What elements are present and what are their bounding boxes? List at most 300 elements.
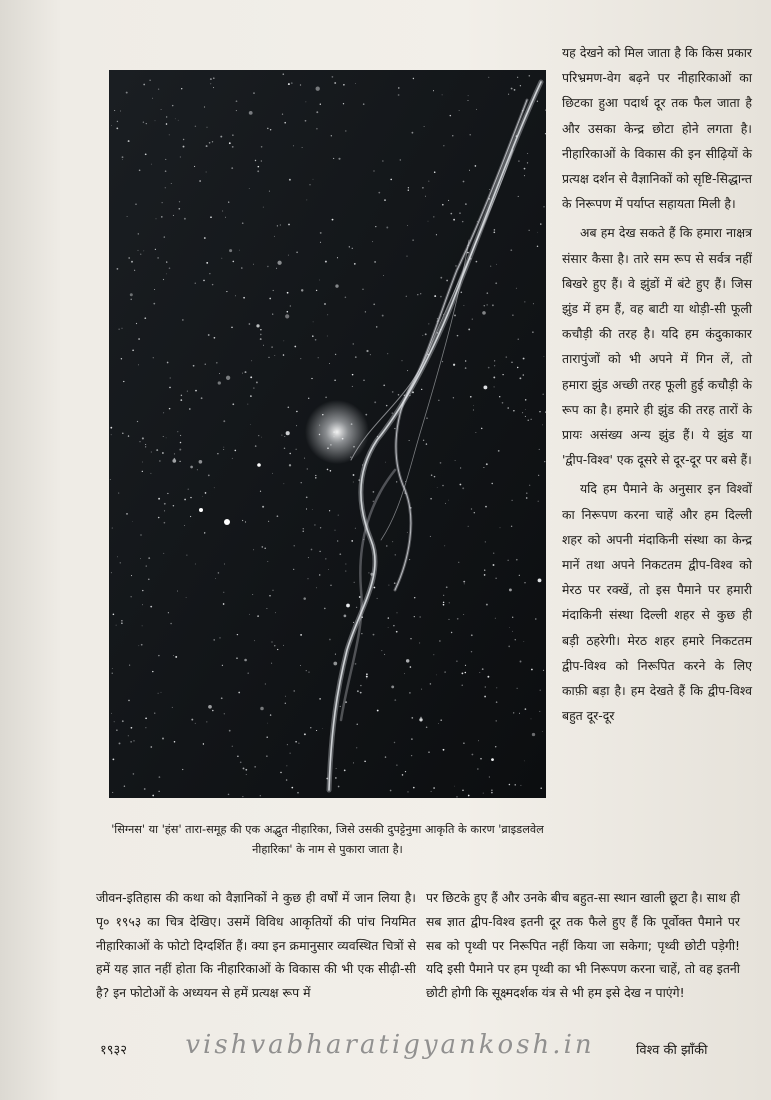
star (538, 501, 539, 502)
star (484, 696, 486, 698)
star (258, 166, 260, 168)
star (385, 756, 386, 757)
star (343, 84, 345, 86)
star (195, 126, 196, 127)
star (312, 509, 313, 510)
star (179, 449, 181, 451)
star (111, 572, 112, 573)
star (284, 122, 286, 124)
star (349, 246, 350, 247)
star (226, 376, 230, 380)
star (517, 367, 518, 368)
star (448, 200, 449, 201)
star (260, 707, 264, 711)
star (459, 213, 460, 214)
star (488, 367, 490, 369)
star (303, 597, 306, 600)
star (388, 585, 389, 586)
star (484, 574, 486, 576)
star (396, 764, 397, 765)
star (182, 769, 183, 770)
star (261, 160, 262, 161)
star (298, 742, 299, 743)
star (173, 655, 174, 656)
star (173, 215, 174, 216)
star (294, 545, 295, 546)
star (522, 412, 523, 413)
star (442, 204, 444, 206)
star (145, 444, 146, 445)
star (525, 399, 526, 400)
star (473, 410, 474, 411)
star (288, 407, 290, 409)
star (339, 553, 341, 555)
star (523, 641, 524, 642)
star (309, 672, 310, 673)
star (190, 497, 191, 498)
star (512, 631, 513, 632)
star (262, 506, 264, 508)
star (398, 87, 399, 88)
star (353, 622, 354, 623)
star (296, 425, 297, 426)
star (468, 328, 470, 330)
star (204, 532, 205, 533)
star (338, 158, 340, 160)
star (129, 665, 130, 666)
star (383, 275, 384, 276)
star (327, 469, 329, 471)
star (175, 656, 177, 658)
star (273, 590, 274, 591)
star (529, 230, 530, 231)
star (494, 229, 496, 231)
star (242, 373, 243, 374)
star (313, 179, 314, 180)
star (173, 505, 174, 506)
star (426, 443, 427, 444)
star (218, 381, 221, 384)
star (345, 571, 346, 572)
star (296, 251, 298, 253)
star (223, 420, 225, 422)
star (544, 356, 545, 357)
star (327, 314, 328, 315)
star (353, 474, 355, 476)
star (166, 274, 167, 275)
star (190, 466, 193, 469)
star (483, 385, 487, 389)
star (287, 292, 289, 294)
star (336, 768, 337, 769)
star (383, 384, 385, 386)
star (494, 386, 495, 387)
star (346, 564, 347, 565)
star (316, 128, 318, 130)
star (543, 206, 545, 208)
star (430, 536, 431, 537)
star (373, 634, 375, 636)
star (338, 515, 339, 516)
star (156, 218, 157, 219)
star (163, 279, 164, 280)
star (524, 168, 526, 170)
star (113, 614, 115, 616)
star (402, 360, 403, 361)
star (356, 607, 357, 608)
star (249, 323, 251, 325)
star (285, 696, 286, 697)
star (390, 790, 392, 792)
star (283, 340, 284, 341)
star (325, 397, 327, 399)
star (301, 289, 303, 291)
star (170, 623, 172, 625)
star (276, 268, 277, 269)
star (352, 374, 354, 376)
star (251, 360, 252, 361)
star (490, 266, 491, 267)
star (231, 327, 232, 328)
star (303, 528, 304, 529)
star (158, 517, 160, 519)
star (529, 75, 531, 77)
star (121, 620, 123, 622)
star (229, 142, 231, 144)
star (309, 184, 310, 185)
star (294, 690, 295, 691)
star (337, 540, 338, 541)
star (266, 755, 267, 756)
star (180, 442, 182, 444)
star (165, 170, 167, 172)
star (228, 201, 229, 202)
star (438, 723, 439, 724)
star (320, 232, 322, 234)
star (306, 670, 307, 671)
star (428, 323, 429, 324)
star (417, 294, 418, 295)
star (260, 334, 262, 336)
star (373, 491, 375, 493)
star (213, 639, 215, 641)
star (469, 170, 470, 171)
star (128, 700, 130, 702)
bottom-left-paragraph: जीवन-इतिहास की कथा को वैज्ञानिकों ने कुछ ही वर्षों में जान लिया है। पृ० १९५३ का चित्र देखिए। उसमें विविध आकृतियों की पांच नियमित नीहारिकाओं के फोटो दिग्दर्शित हैं। क्या इन क्रमानुसार व्यवस्थित चित्रों से हमें यह ज्ञात नहीं होता कि नीहारिकाओं के विकास की भी एक सीढ़ी-सी है? इन फोटोओं के अध्ययन से हमें प्रत्यक्ष रूप में (96, 890, 416, 1001)
star (117, 556, 118, 557)
star (184, 218, 186, 220)
star (210, 83, 211, 84)
star (381, 650, 382, 651)
star (142, 437, 144, 439)
star (120, 111, 121, 112)
star (184, 499, 186, 501)
star (394, 699, 396, 701)
star (520, 85, 521, 86)
star (242, 222, 244, 224)
star (212, 284, 213, 285)
star (313, 322, 314, 323)
star (165, 187, 166, 188)
star (300, 84, 301, 85)
star (428, 751, 429, 752)
star (209, 142, 211, 144)
star (174, 453, 175, 454)
star (363, 103, 365, 105)
star (436, 675, 437, 676)
star (238, 692, 240, 694)
star (131, 727, 133, 729)
star (290, 753, 291, 754)
star (385, 462, 386, 463)
nebula-bright-core (305, 400, 369, 464)
star (288, 83, 290, 85)
star (272, 473, 273, 474)
star (141, 644, 143, 646)
star (260, 491, 261, 492)
star (433, 90, 434, 91)
star (158, 655, 159, 656)
star (495, 618, 496, 619)
star (183, 139, 184, 140)
star (462, 221, 463, 222)
star (419, 718, 422, 721)
star (498, 450, 500, 452)
star (206, 172, 207, 173)
star (454, 314, 456, 316)
star (542, 393, 544, 395)
star (232, 746, 233, 747)
star (377, 598, 378, 599)
star (154, 289, 155, 290)
star (542, 731, 543, 732)
star (255, 160, 256, 161)
star (394, 428, 395, 429)
star (330, 470, 332, 472)
star (315, 477, 316, 478)
star (305, 120, 307, 122)
star (366, 676, 368, 678)
star (155, 249, 156, 250)
star (153, 303, 155, 305)
star (206, 262, 208, 264)
star (527, 162, 528, 163)
star (452, 135, 453, 136)
star (315, 339, 317, 341)
star (360, 692, 362, 694)
star (366, 350, 368, 352)
star (433, 787, 435, 789)
star (493, 564, 495, 566)
star (365, 414, 367, 416)
star (303, 531, 304, 532)
star (411, 755, 412, 756)
star (541, 788, 542, 789)
star (394, 742, 395, 743)
star (235, 450, 237, 452)
star (131, 261, 133, 263)
star (110, 427, 112, 429)
star (296, 411, 297, 412)
star (483, 793, 484, 794)
star (177, 591, 178, 592)
star (422, 335, 423, 336)
star (353, 482, 354, 483)
star (511, 526, 512, 527)
star (258, 435, 259, 436)
star (139, 169, 141, 171)
star (236, 110, 237, 111)
star (320, 242, 321, 243)
star (512, 315, 513, 316)
star (271, 663, 272, 664)
star (424, 126, 425, 127)
star (280, 224, 281, 225)
star (312, 335, 314, 337)
star (296, 449, 297, 450)
star (112, 528, 113, 529)
star (375, 226, 376, 227)
star (215, 578, 216, 579)
star (335, 654, 336, 655)
star (142, 590, 143, 591)
star (462, 673, 464, 675)
star (155, 120, 156, 121)
star (329, 639, 331, 641)
star (144, 788, 146, 790)
star (386, 405, 387, 406)
star (245, 521, 246, 522)
star (134, 270, 135, 271)
star (473, 405, 474, 406)
star (290, 305, 291, 306)
star (357, 690, 359, 692)
star (301, 482, 302, 483)
star (203, 743, 204, 744)
star (267, 561, 268, 562)
star (315, 475, 316, 476)
star (345, 130, 346, 131)
star (252, 594, 253, 595)
star (407, 532, 408, 533)
star (537, 232, 538, 233)
star (459, 110, 460, 111)
star (232, 458, 233, 459)
star (428, 221, 429, 222)
star (332, 76, 334, 78)
star (523, 358, 525, 360)
star (532, 331, 533, 332)
star (195, 564, 196, 565)
star (263, 345, 264, 346)
star (422, 187, 424, 189)
star (485, 506, 487, 508)
star (164, 236, 165, 237)
star (420, 293, 421, 294)
star (181, 395, 182, 396)
star (245, 371, 247, 373)
star (411, 738, 413, 740)
star (471, 651, 472, 652)
star (361, 633, 362, 634)
star (461, 292, 463, 294)
star (462, 685, 463, 686)
star (177, 431, 178, 432)
star (512, 617, 513, 618)
star (405, 481, 406, 482)
star (345, 297, 347, 299)
star (436, 234, 437, 235)
star (274, 236, 275, 237)
star (489, 189, 490, 190)
star (365, 311, 366, 312)
star (338, 786, 340, 788)
star (496, 720, 497, 721)
star (210, 216, 212, 218)
star (377, 710, 379, 712)
star (477, 768, 478, 769)
star (352, 386, 353, 387)
star (529, 485, 530, 486)
star (166, 123, 168, 125)
star (272, 314, 273, 315)
star (334, 82, 336, 84)
star (149, 80, 150, 81)
star (355, 528, 356, 529)
star (201, 397, 203, 399)
star (318, 357, 319, 358)
star (308, 398, 309, 399)
star (142, 626, 143, 627)
star (378, 192, 380, 194)
star (382, 315, 384, 317)
star (431, 474, 433, 476)
star (242, 796, 243, 797)
star (242, 520, 243, 521)
star (525, 409, 526, 410)
star (289, 464, 291, 466)
star (335, 284, 338, 287)
star (320, 527, 321, 528)
star (407, 370, 408, 371)
star (154, 713, 155, 714)
star (408, 187, 409, 188)
star (492, 304, 494, 306)
star (434, 476, 436, 478)
star (229, 249, 232, 252)
star (138, 250, 139, 251)
star (137, 421, 138, 422)
star (487, 292, 489, 294)
star (114, 721, 115, 722)
star (152, 98, 153, 99)
star (400, 159, 401, 160)
star (232, 261, 234, 263)
star (145, 446, 146, 447)
star (535, 618, 536, 619)
star (245, 769, 247, 771)
star (440, 462, 442, 464)
star (166, 438, 167, 439)
star (277, 261, 281, 265)
star (525, 708, 527, 710)
star (243, 767, 245, 769)
star (502, 402, 504, 404)
star (513, 712, 514, 713)
star (442, 485, 444, 487)
star (458, 562, 459, 563)
star (481, 428, 483, 430)
